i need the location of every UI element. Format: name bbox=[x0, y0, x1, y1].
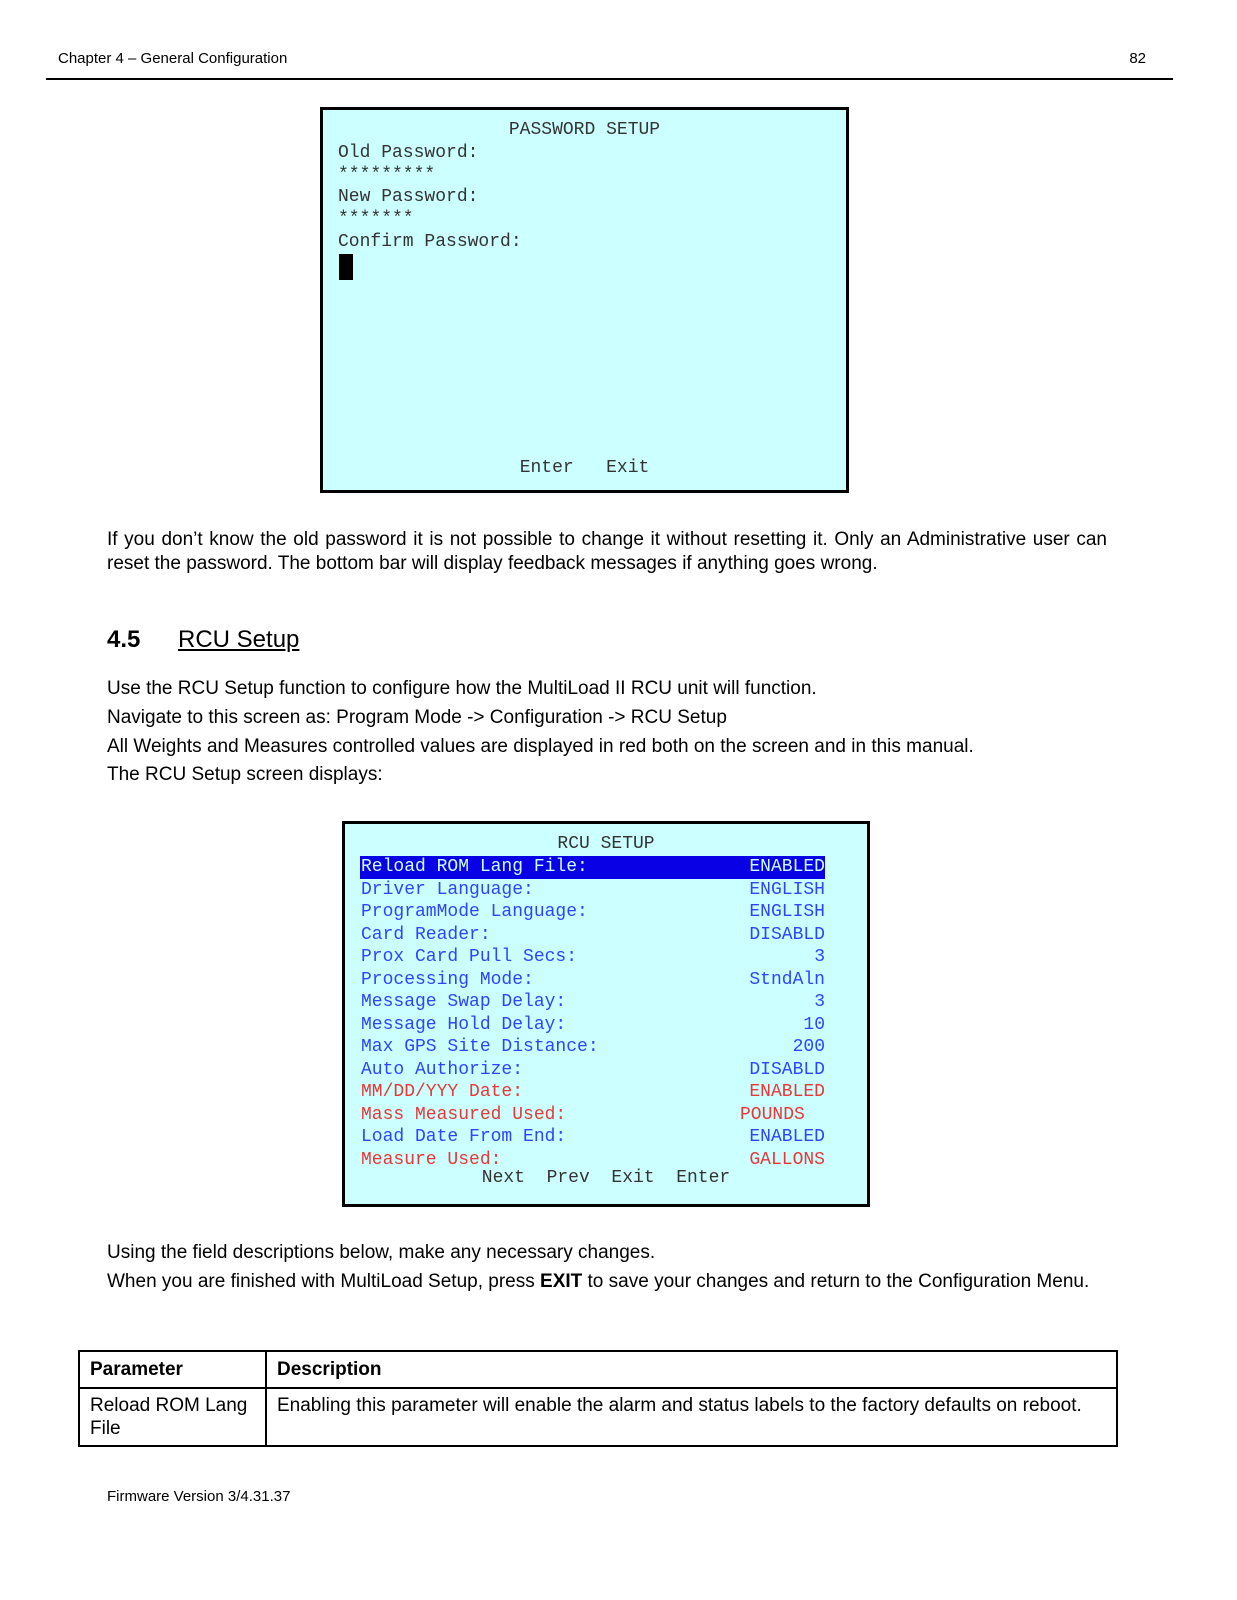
text-cursor bbox=[339, 254, 353, 280]
rcu-setting-label: Reload ROM Lang File: bbox=[361, 857, 588, 877]
rcu-setting-value: 3 bbox=[814, 947, 825, 967]
rcu-setting-label: Message Hold Delay: bbox=[361, 1014, 567, 1035]
password-note: If you don’t know the old password it is not possible to change it without resetting it. Only an Administrative user can reset the password. The bottom bar will display feedback messages if anything goes wrong. bbox=[107, 529, 1107, 574]
rcu-setting-row[interactable] bbox=[360, 879, 825, 902]
rcu-setting-value: GALLONS bbox=[749, 1149, 825, 1170]
rcu-setting-row[interactable] bbox=[360, 991, 825, 1014]
footer-firmware-version: Firmware Version 3/4.31.37 bbox=[107, 1488, 291, 1505]
rcu-setting-label: Driver Language: bbox=[361, 879, 534, 900]
rcu-setting-label: MM/DD/YYY Date: bbox=[361, 1082, 524, 1102]
section-line-1: Use the RCU Setup function to configure how the MultiLoad II RCU unit will function. bbox=[107, 678, 817, 699]
old-password-label: Old Password: bbox=[338, 143, 479, 163]
rcu-setting-value: ENABLED bbox=[749, 1127, 825, 1147]
section-line-2: Navigate to this screen as: Program Mode -> Configuration -> RCU Setup bbox=[107, 707, 727, 728]
rcu-setting-row[interactable] bbox=[360, 1104, 825, 1127]
rcu-setting-label: Load Date From End: bbox=[361, 1127, 567, 1147]
new-password-field: ******* bbox=[338, 209, 414, 229]
rcu-setting-row[interactable] bbox=[360, 1036, 825, 1059]
rcu-setting-value: ENGLISH bbox=[749, 879, 825, 900]
rcu-setting-row[interactable] bbox=[360, 901, 825, 924]
rcu-setting-row[interactable] bbox=[360, 969, 825, 992]
rcu-softkeys: Next Prev Exit Enter bbox=[481, 1168, 731, 1188]
confirm-password-label: Confirm Password: bbox=[338, 232, 522, 252]
new-password-label: New Password: bbox=[338, 187, 479, 207]
rcu-setup-screen bbox=[342, 821, 870, 1207]
rcu-setting-value: 200 bbox=[792, 1037, 825, 1057]
rcu-setting-row[interactable] bbox=[360, 924, 825, 947]
instruction-line-1: Using the field descriptions below, make any necessary changes. bbox=[107, 1242, 656, 1263]
column-header-parameter: Parameter bbox=[79, 1351, 266, 1388]
rcu-setting-row[interactable] bbox=[360, 946, 825, 969]
rcu-setting-label: Card Reader: bbox=[361, 924, 491, 945]
rcu-setting-row[interactable] bbox=[360, 1059, 825, 1082]
rcu-setting-label: Prox Card Pull Secs: bbox=[361, 947, 578, 967]
section-number: 4.5 bbox=[107, 626, 141, 653]
section-line-3: All Weights and Measures controlled values are displayed in red both on the screen and in this manual. bbox=[107, 736, 974, 757]
rcu-setting-label: Message Swap Delay: bbox=[361, 992, 567, 1012]
rcu-setting-label: ProgramMode Language: bbox=[361, 902, 588, 922]
rcu-setting-label: Mass Measured Used: bbox=[361, 1104, 567, 1125]
page-number: 82 bbox=[1129, 50, 1146, 67]
rcu-setting-value: 10 bbox=[803, 1014, 825, 1035]
page-header bbox=[58, 50, 1146, 72]
rcu-setting-value: POUNDS bbox=[740, 1104, 805, 1125]
old-password-field: ********* bbox=[338, 165, 436, 185]
rcu-setting-value: ENABLED bbox=[749, 857, 825, 877]
rcu-setting-label: Auto Authorize: bbox=[361, 1059, 524, 1080]
rcu-setting-label: Processing Mode: bbox=[361, 969, 534, 990]
instruction-text: When you are finished with MultiLoad Setup, press bbox=[107, 1271, 541, 1292]
rcu-setting-row[interactable] bbox=[360, 1014, 825, 1037]
table-row bbox=[79, 1388, 1117, 1446]
rcu-setting-value: StndAln bbox=[749, 969, 825, 990]
rcu-setting-row[interactable] bbox=[360, 1081, 825, 1104]
section-title: RCU Setup bbox=[178, 626, 300, 653]
rcu-setting-value: 3 bbox=[814, 992, 825, 1012]
rcu-settings-list bbox=[360, 856, 825, 1171]
parameter-table bbox=[78, 1350, 1118, 1447]
rcu-setting-value: DISABLD bbox=[749, 1059, 825, 1080]
description-cell: Enabling this parameter will enable the alarm and status labels to the factory defaults on reboot. bbox=[266, 1388, 1117, 1446]
rcu-setting-value: ENABLED bbox=[749, 1082, 825, 1102]
rcu-screen-title: RCU SETUP bbox=[557, 834, 655, 854]
rcu-setting-row[interactable] bbox=[360, 1126, 825, 1149]
password-screen-title: PASSWORD SETUP bbox=[508, 120, 661, 140]
header-divider bbox=[46, 78, 1173, 80]
chapter-title: Chapter 4 – General Configuration bbox=[58, 50, 288, 67]
column-header-description: Description bbox=[266, 1351, 1117, 1388]
parameter-cell: Reload ROM Lang File bbox=[79, 1388, 266, 1446]
exit-key-name: EXIT bbox=[540, 1271, 583, 1292]
instruction-text-end: to save your changes and return to the Configuration Menu. bbox=[582, 1271, 1090, 1292]
rcu-setting-value: DISABLD bbox=[749, 924, 825, 945]
table-header-row bbox=[79, 1351, 1117, 1388]
rcu-setting-label: Max GPS Site Distance: bbox=[361, 1037, 599, 1057]
password-softkeys: Enter Exit bbox=[519, 458, 650, 478]
instruction-line-2 bbox=[107, 1270, 1107, 1294]
rcu-setting-value: ENGLISH bbox=[749, 902, 825, 922]
rcu-setting-row[interactable] bbox=[360, 856, 825, 879]
section-line-4: The RCU Setup screen displays: bbox=[107, 764, 383, 785]
rcu-setting-label: Measure Used: bbox=[361, 1149, 502, 1170]
password-setup-screen bbox=[320, 107, 849, 493]
